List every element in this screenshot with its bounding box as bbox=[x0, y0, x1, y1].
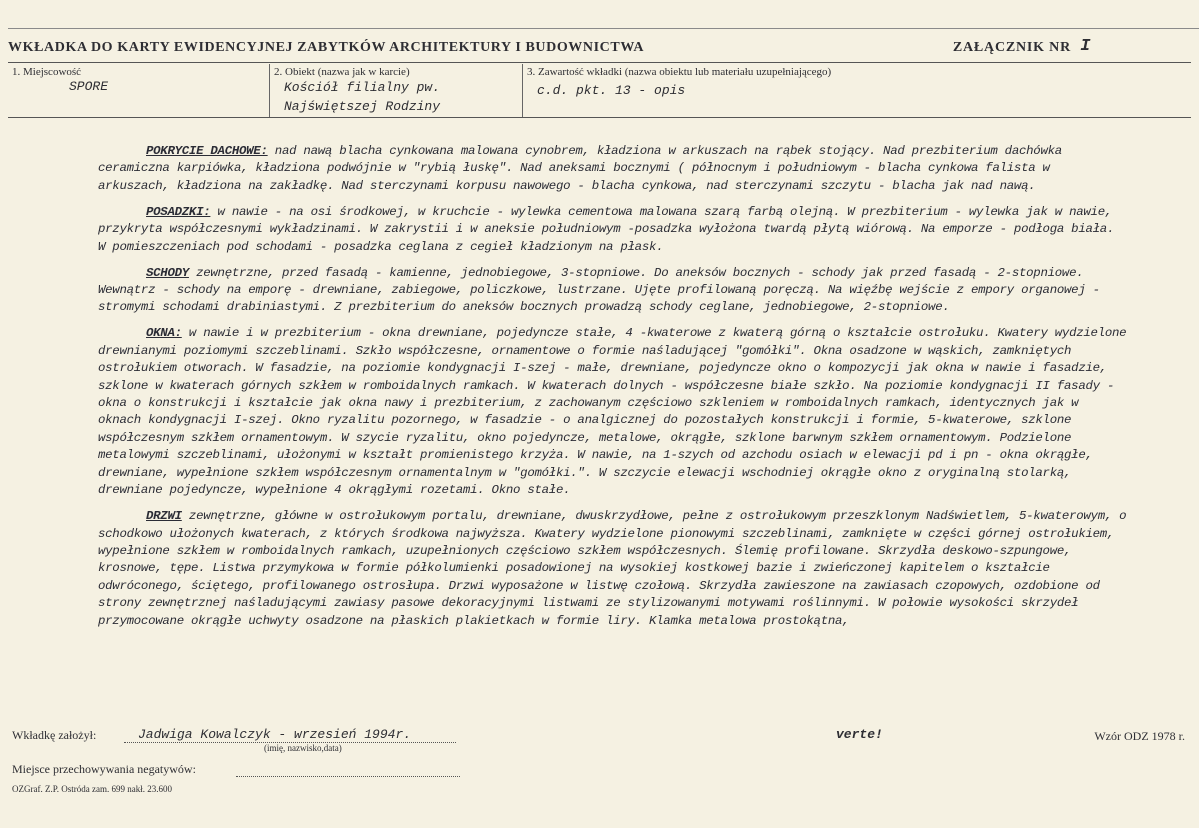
print-info: OZGraf. Z.P. Ostróda zam. 699 nakł. 23.600 bbox=[12, 784, 172, 794]
cell-value-line: Najświętszej Rodziny bbox=[284, 99, 441, 114]
cell-value bbox=[537, 81, 685, 100]
author-sublabel: (imię, nazwisko,data) bbox=[264, 743, 342, 753]
paragraph-text: zewnętrzne, przed fasadą - kamienne, jednobiegowe, 3-stopniowe. Do aneksów bocznych - schody jak przed fasadą - 2-stopniowe. Wewnątrz - schody na emporę - drewniane, zabiegowe, policzkowe, lustrzane. Ujęte profilowaną poręczą. Na więźbę wejście z empory organowej - stromymi schodami drabiniastymi. Z prezbiterium do aneksów bocznych prowadzą schody ceglane, jednobiegowe, 2-stopniowe. bbox=[98, 265, 1100, 315]
author-label: Wkładkę założył: bbox=[12, 728, 97, 742]
paragraph-text: w nawie i w prezbiterium - okna drewniane, pojedyncze stałe, 4 -kwaterowe z kwaterą górną o kształcie ostrołuku. Kwatery wydzielone drewnianymi poziomymi szczeblinami. Szkło współczesne, ornamentowe o formie naśladującej "gomółki". Okna osadzone w wąskich, zamkniętych ostrołukiem otworach. W fasadzie, na poziomie kondygnacji I-szej - małe, drewniane, pojedyncze okno o kompozycji jak okna w nawie i fasadzie, szklone w kwaterach górnych szkłem w romboidalnych ramkach. W kwaterach dolnych - współczesne białe szkło. Na poziomie kondygnacji II fasady - okna o konstrukcji i kształcie jak okna nawy i prezbiterium, z zachowanym częściowo szkleniem w romboidalnych ramkach, identycznych jak w oknach kondygnacji I-szej. Okno ryzalitu pozornego, w fasadzie - o analgicznej do pozostałych konstrukcji i formie, 5-kwaterowe, szklone współczesnym szkłem ornamentowym. W szycie ryzalitu, okno pojedyncze, metalowe, okrągłe, szklone barwnym szkłem ornamentowym. Podzielone metalowymi szczeblinami, ułożonymi w kształt promienistego krzyża. W nawie, na 1-szych od azchodu osiach w elewacji pd i pn - okna okrągłe, drewniane, wypełnione szkłem współczesnym ornamentalnym w "gomółki.". W szczycie elewacji wschodniej okrągłe okno z oryginalną stolarką, drewniane pojedyncze, wypełnione 4 okrągłymi rozetami. Okno stałe. bbox=[98, 326, 1127, 498]
description-body bbox=[98, 143, 1128, 639]
paragraph-schody bbox=[98, 265, 1128, 317]
cell-value-line: Kościół filialny pw. bbox=[284, 80, 441, 95]
cell-obiekt bbox=[270, 64, 523, 117]
paragraph-text: nad nawą blacha cynkowana malowana cynobrem, kładziona w arkuszach na rąbek stojący. Nad prezbiterium dachówka ceramiczna karpiówka, kładziona podwójnie w "rybią łuskę". Nad aneksami bocznymi ( północnym i południowym - blacha cynkowa falista w arkuszach, kładziona na zakładkę. Nad sterczynami korpusu nawowego - blacha cynkowa, nad sterczynami szczytu - blacha jak nad nawą. bbox=[98, 144, 1062, 193]
zalacznik-number: I bbox=[1080, 37, 1091, 56]
paragraph-pokrycie-dachowe bbox=[98, 143, 1128, 195]
identification-cells bbox=[8, 64, 1191, 118]
paragraph-okna bbox=[98, 325, 1128, 499]
paragraph-drzwi bbox=[98, 508, 1128, 630]
paragraph-heading: DRZWI bbox=[146, 509, 182, 524]
paragraph-posadzki bbox=[98, 204, 1128, 256]
paragraph-text: w nawie - na osi środkowej, w kruchcie - wylewka cementowa malowana szarą farbą olejną. W prezbiterium - wylewka jak w nawie, przykryta współczesnymi wykładzinami. W zakrystii i w aneksie południowym -posadzka wyłożona twardą płytą wiórową. Na emporze - podłoga biała. W pomieszczeniach pod schodami - posadzka ceglana z cegieł kładzionym na płask. bbox=[98, 204, 1115, 254]
paragraph-heading: POSADZKI: bbox=[146, 204, 211, 219]
footer-negative-row bbox=[8, 762, 1191, 780]
form-title: WKŁADKA DO KARTY EWIDENCYJNEJ ZABYTKÓW ARCHITEKTURY I BUDOWNICTWA bbox=[8, 40, 645, 55]
cell-miejscowosc bbox=[8, 64, 270, 117]
form-version: Wzór ODZ 1978 r. bbox=[1094, 729, 1185, 743]
negative-location-label: Miejsce przechowywania negatywów: bbox=[12, 762, 196, 776]
paragraph-heading: POKRYCIE DACHOWE: bbox=[146, 144, 268, 158]
paragraph-heading: SCHODY bbox=[146, 265, 189, 280]
cell-value-line: SPORE bbox=[69, 79, 109, 94]
cell-value bbox=[284, 78, 440, 116]
paragraph-heading: OKNA: bbox=[146, 326, 182, 341]
zalacznik-label: ZAŁĄCZNIK NR bbox=[952, 40, 1071, 55]
form-header bbox=[8, 38, 1191, 63]
cell-value bbox=[69, 77, 108, 96]
verte-note: verte! bbox=[836, 727, 883, 742]
cell-label: 2. Obiekt (nazwa jak w karcie) bbox=[274, 66, 410, 78]
cell-label: 1. Miejscowość bbox=[12, 66, 82, 78]
author-value: Jadwiga Kowalczyk - wrzesień 1994r. bbox=[138, 727, 412, 742]
top-rule bbox=[8, 0, 1199, 29]
paragraph-text: zewnętrzne, główne w ostrołukowym portalu, drewniane, dwuskrzydłowe, pełne z ostrołukowym przeszklonym Nadświetlem, 5-kwaterowym, o schodkowo ułożonych kwaterach, z których środkowa najwyższa. Kwatery wydzielone pionowymi szczeblinami, zamknięte w części górnej ostrołukiem, wypełnione szkłem w romboidalnych ramkach, uzupełnionych częściowo szkłem współczesnych. Ślemię profilowane. Skrzydła deskowo-szpungowe, krosnowe, tępe. Listwa przymykowa w formie półkolumienki posadowionej na wysokiej kostkowej bazie i zwieńczonej kapitelem o kształcie odwróconego, ściętego, profilowanego ostrosłupa. Drzwi wyposażone w listwę czołową. Skrzydła zawieszone na zawiasach czopowych, ozdobione od strony zewnętrznej naśladującymi zawiasy pasowe dekoracyjnymi listwami ze stylizowanymi motywami roślinnymi. W połowie wysokości skrzydeł przymocowane okrągłe uchwyty osadzone na płaskich plakietkach w formie liry. Klamka metalowa prostokątna, bbox=[98, 509, 1127, 628]
cell-zawartosc bbox=[523, 64, 1191, 117]
cell-label: 3. Zawartość wkładki (nazwa obiektu lub materiału uzupełniającego) bbox=[527, 66, 832, 78]
negative-location-dotted-line bbox=[236, 762, 460, 777]
cell-value-line: c.d. pkt. 13 - opis bbox=[537, 83, 686, 98]
